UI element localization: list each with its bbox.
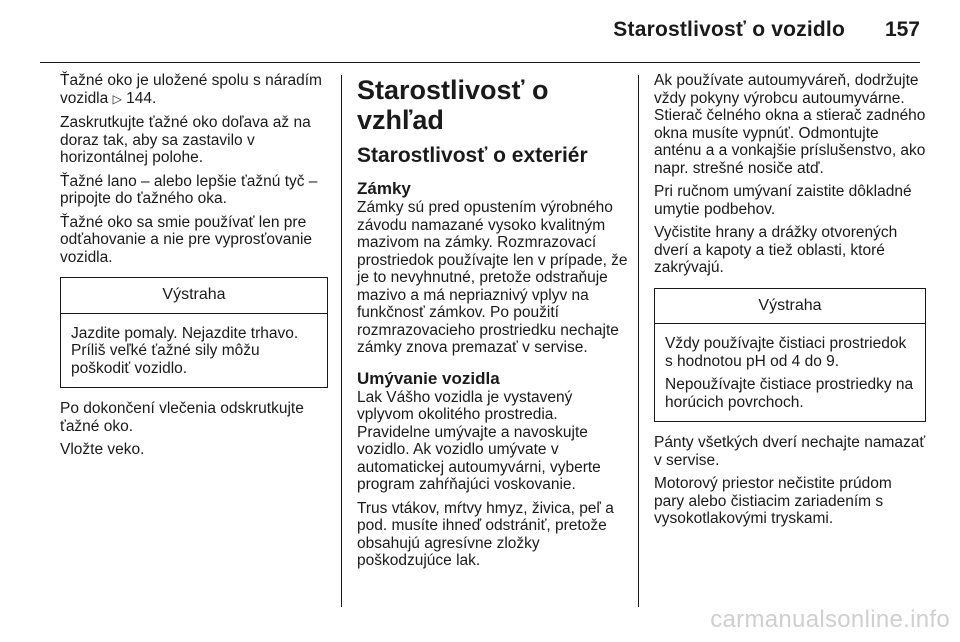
column-3 <box>654 72 926 534</box>
page-reference-link[interactable]: 144. <box>126 89 157 107</box>
warning-body <box>61 314 327 388</box>
paragraph-hinges: Pánty všetkých dverí nechajte namazať v servise. <box>654 434 926 469</box>
paragraph-attach-rope: Ťažné lano – alebo lepšie ťažnú tyč – pripojte do ťažného oka. <box>60 172 318 207</box>
paragraph-contaminants: Trus vtákov, mŕtvy hmyz, živica, peľ a pod. musíte ihneď odstrániť, pretože obsahujú agresívne zložky poškodzujúce lak. <box>357 499 614 569</box>
header-divider <box>40 62 920 63</box>
column-divider <box>341 75 342 607</box>
paragraph-edges: Vyčistite hrany a drážky otvorených dverí a kapoty a tiež oblasti, ktoré zakrývajú. <box>654 224 898 276</box>
page-number: 157 <box>884 18 920 41</box>
warning-title: Výstraha <box>61 278 327 314</box>
paragraph-washing: Lak Vášho vozidla je vystavený vplyvom okolitého prostredia. Pravidelne umývajte a navoskujte vozidlo. Ak vozidlo umývate v automatickej autoumyvárni, vyberte program zahŕňajúci voskovanie. <box>357 388 601 493</box>
paragraph-usage: Ťažné oko sa smie používať len pre odťahovanie a nie pre vyprosťovanie vozidla. <box>60 213 313 266</box>
warning-box <box>654 288 926 423</box>
paragraph-unscrew: Po dokončení vlečenia odskrutkujte ťažné oko. <box>60 400 304 435</box>
subsection-heading: Starostlivosť o exteriér <box>357 144 588 167</box>
topic-heading-locks: Zámky <box>357 179 411 198</box>
topic-heading-washing: Umývanie vozidla <box>357 368 500 388</box>
watermark: carmanualsonline.info <box>710 606 950 633</box>
paragraph-insert-cover: Vložte veko. <box>60 441 145 458</box>
paragraph-text: Ťažné oko je uložené spolu s náradím vozidla <box>60 72 322 107</box>
paragraph-car-wash: Ak používate autoumyváreň, dodržujte vždy pokyny výrobcu autoumyvárne. Stierač čelného okna a stierač zadného okna musíte vypnúť. Odmontujte anténu a a vonkajšie príslušenstvo, ako napr. strešné nosiče atď. <box>654 72 926 177</box>
page-title: Starostlivosť o vozidlo <box>613 18 845 41</box>
paragraph-tow-eye-location <box>60 72 328 108</box>
warning-body <box>655 324 925 421</box>
paragraph-hand-wash: Pri ručnom umývaní zaistite dôkladné umytie podbehov. <box>654 183 912 218</box>
column-divider <box>638 75 639 607</box>
warning-text-ph: Vždy používajte čistiaci prostriedok s hodnotou pH od 4 do 9. <box>665 335 907 370</box>
section-heading: Starostlivosť o vzhľad <box>357 75 549 135</box>
warning-text: Jazdite pomaly. Nejazdite trhavo. Príliš veľké ťažné sily môžu poškodiť vozidlo. <box>71 324 299 377</box>
paragraph-locks: Zámky sú pred opustením výrobného závodu namazané vysoko kvalitným mazivom na zámky. Rozmrazovací prostriedok používajte len v prípade, že je to nevyhnutné, pretože odstraňuje mazivo a má nepriaznivý vplyv na funkčnosť zámkov. Po použití rozmrazovacieho prostriedku nechajte zámky znova premazať v servise. <box>357 199 628 356</box>
paragraph-screw-in: Zaskrutkujte ťažné oko doľava až na doraz tak, aby sa zastavilo v horizontálnej polohe. <box>60 114 311 166</box>
warning-box <box>60 277 328 388</box>
column-2 <box>357 72 631 576</box>
column-1 <box>60 72 328 465</box>
warning-title: Výstraha <box>655 289 925 325</box>
paragraph-engine-compartment: Motorový priestor nečistite prúdom pary alebo čistiacim zariadením s vysokotlakovými tryskami. <box>654 475 892 527</box>
warning-text-hot-surfaces: Nepoužívajte čistiace prostriedky na horúcich povrchoch. <box>665 376 914 411</box>
triangle-right-icon: ▷ <box>112 91 122 106</box>
